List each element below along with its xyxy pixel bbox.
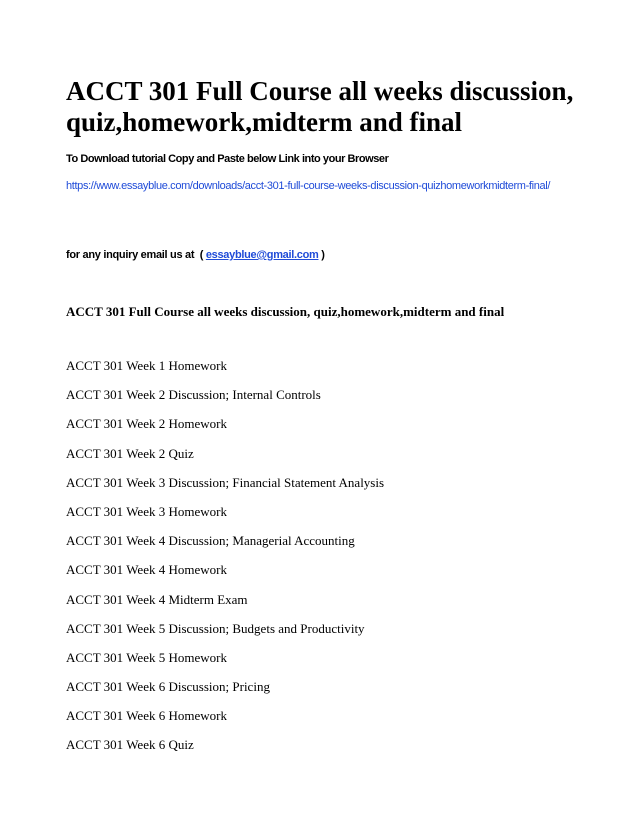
download-link-container	[66, 176, 566, 196]
list-item: ACCT 301 Week 2 Homework	[66, 416, 227, 432]
course-subheading: ACCT 301 Full Course all weeks discussion, quiz,homework,midterm and final	[66, 304, 505, 319]
list-item: ACCT 301 Week 6 Quiz	[66, 737, 194, 753]
list-item: ACCT 301 Week 4 Discussion; Managerial Accounting	[66, 533, 355, 549]
list-item: ACCT 301 Week 1 Homework	[66, 358, 227, 373]
inquiry-prefix: for any inquiry email us at (	[66, 249, 206, 261]
list-item: ACCT 301 Week 3 Homework	[66, 503, 227, 519]
list-item: ACCT 301 Week 2 Discussion; Internal Controls	[66, 387, 321, 403]
list-item: ACCT 301 Week 3 Discussion; Financial Statement Analysis	[66, 474, 385, 490]
download-instruction: To Download tutorial Copy and Paste below Link into your Browser	[66, 153, 389, 165]
inquiry-email-link[interactable]: essayblue@gmail.com	[205, 249, 319, 261]
list-item: ACCT 301 Week 4 Homework	[66, 562, 227, 578]
list-item: ACCT 301 Week 6 Discussion; Pricing	[66, 679, 270, 695]
inquiry-suffix: )	[318, 249, 325, 261]
list-item: ACCT 301 Week 6 Homework	[66, 708, 227, 724]
download-link[interactable]: https://www.essayblue.com/downloads/acct-301-full-course-weeks-discussion-quizhomeworkmidterm-final/	[66, 180, 551, 192]
page-title: ACCT 301 Full Course all weeks discussion, quiz,homework,midterm and final	[66, 76, 574, 137]
list-item: ACCT 301 Week 2 Quiz	[66, 445, 194, 461]
inquiry-line	[66, 249, 325, 261]
list-item: ACCT 301 Week 4 Midterm Exam	[66, 591, 248, 607]
list-item: ACCT 301 Week 5 Homework	[66, 649, 227, 665]
list-item: ACCT 301 Week 5 Discussion; Budgets and Productivity	[66, 620, 365, 636]
course-item-list	[66, 358, 384, 767]
